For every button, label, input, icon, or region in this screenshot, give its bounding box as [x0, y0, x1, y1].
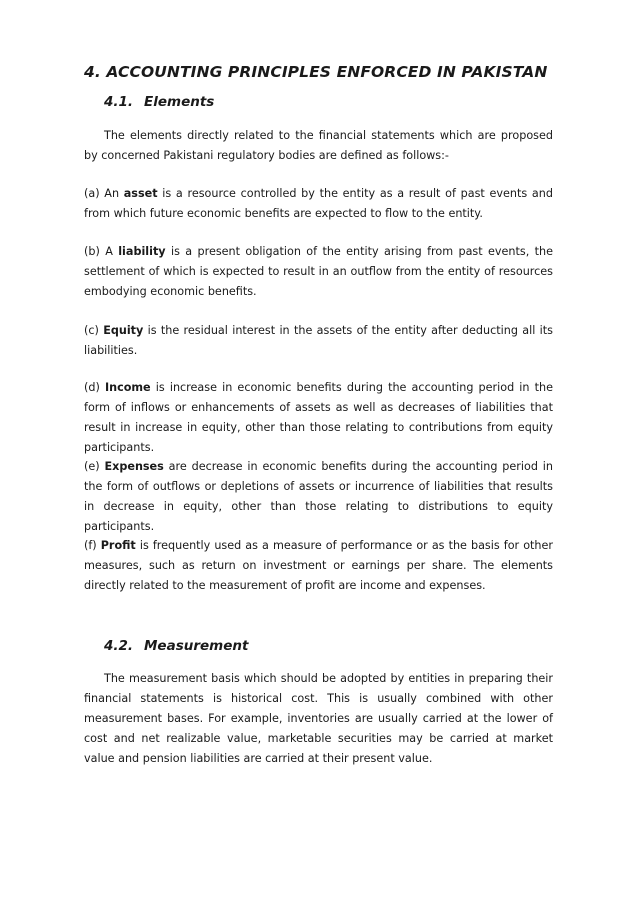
definition-term: Profit [100, 539, 136, 552]
elements-intro-paragraph: The elements directly related to the financial statements which are proposed by concerned Pakistani regulatory bodies are defined as follows:- [84, 129, 553, 162]
definition-prefix: (d) [84, 381, 105, 394]
definition-term: Income [104, 381, 151, 394]
definition-equity [84, 321, 553, 361]
section-number: 4.1. [104, 94, 134, 110]
definition-text: is increase in economic benefits during the accounting period in the form of inflows or enhancements of assets as well as decreases of liabilities that result in increase in equity, other than those relating to contributions from equity participants. [84, 381, 553, 454]
definition-term: liability [118, 245, 166, 258]
section-number: 4.2. [104, 638, 134, 654]
section-title: Elements [144, 94, 215, 110]
definition-text: is frequently used as a measure of performance or as the basis for other measures, such as return on investment or earnings per share. The elements directly related to the measurement of profit are income and expenses. [84, 539, 553, 592]
definition-prefix: (e) [84, 460, 105, 473]
definition-text: are decrease in economic benefits during the accounting period in the form of outflows or depletions of assets or incurrence of liabilities that results in decrease in equity, other than those relating to distributions to equity participants. [84, 460, 553, 533]
definition-prefix: (c) [84, 324, 104, 337]
chapter-heading: 4. ACCOUNTING PRINCIPLES ENFORCED IN PAKISTAN [84, 63, 548, 81]
definition-expenses [84, 457, 553, 537]
section-heading-measurement [104, 637, 248, 655]
definition-prefix: (f) [84, 539, 101, 552]
section-title: Measurement [144, 638, 249, 654]
definition-prefix: (b) A [84, 245, 119, 258]
definition-text: is a resource controlled by the entity as a result of past events and from which future economic benefits are expected to flow to the entity. [84, 187, 553, 220]
definition-term: asset [123, 187, 158, 200]
definition-text: is the residual interest in the assets of the entity after deducting all its liabilities. [84, 324, 553, 357]
definition-term: Expenses [104, 460, 164, 473]
measurement-paragraph: The measurement basis which should be adopted by entities in preparing their financial statements is historical cost. This is usually combined with other measurement bases. For example, inventories are usually carried at the lower of cost and net realizable value, marketable securities may be carried at market value and pension liabilities are carried at their present value. [84, 672, 553, 765]
section-heading-elements [104, 93, 214, 111]
definition-prefix: (a) An [84, 187, 124, 200]
definition-income [84, 378, 553, 458]
definition-profit [84, 536, 553, 596]
definition-term: Equity [103, 324, 144, 337]
definition-asset [84, 184, 553, 224]
definition-text: is a present obligation of the entity arising from past events, the settlement of which is expected to result in an outflow from the entity of resources embodying economic benefits. [84, 245, 553, 298]
definition-liability [84, 242, 553, 302]
